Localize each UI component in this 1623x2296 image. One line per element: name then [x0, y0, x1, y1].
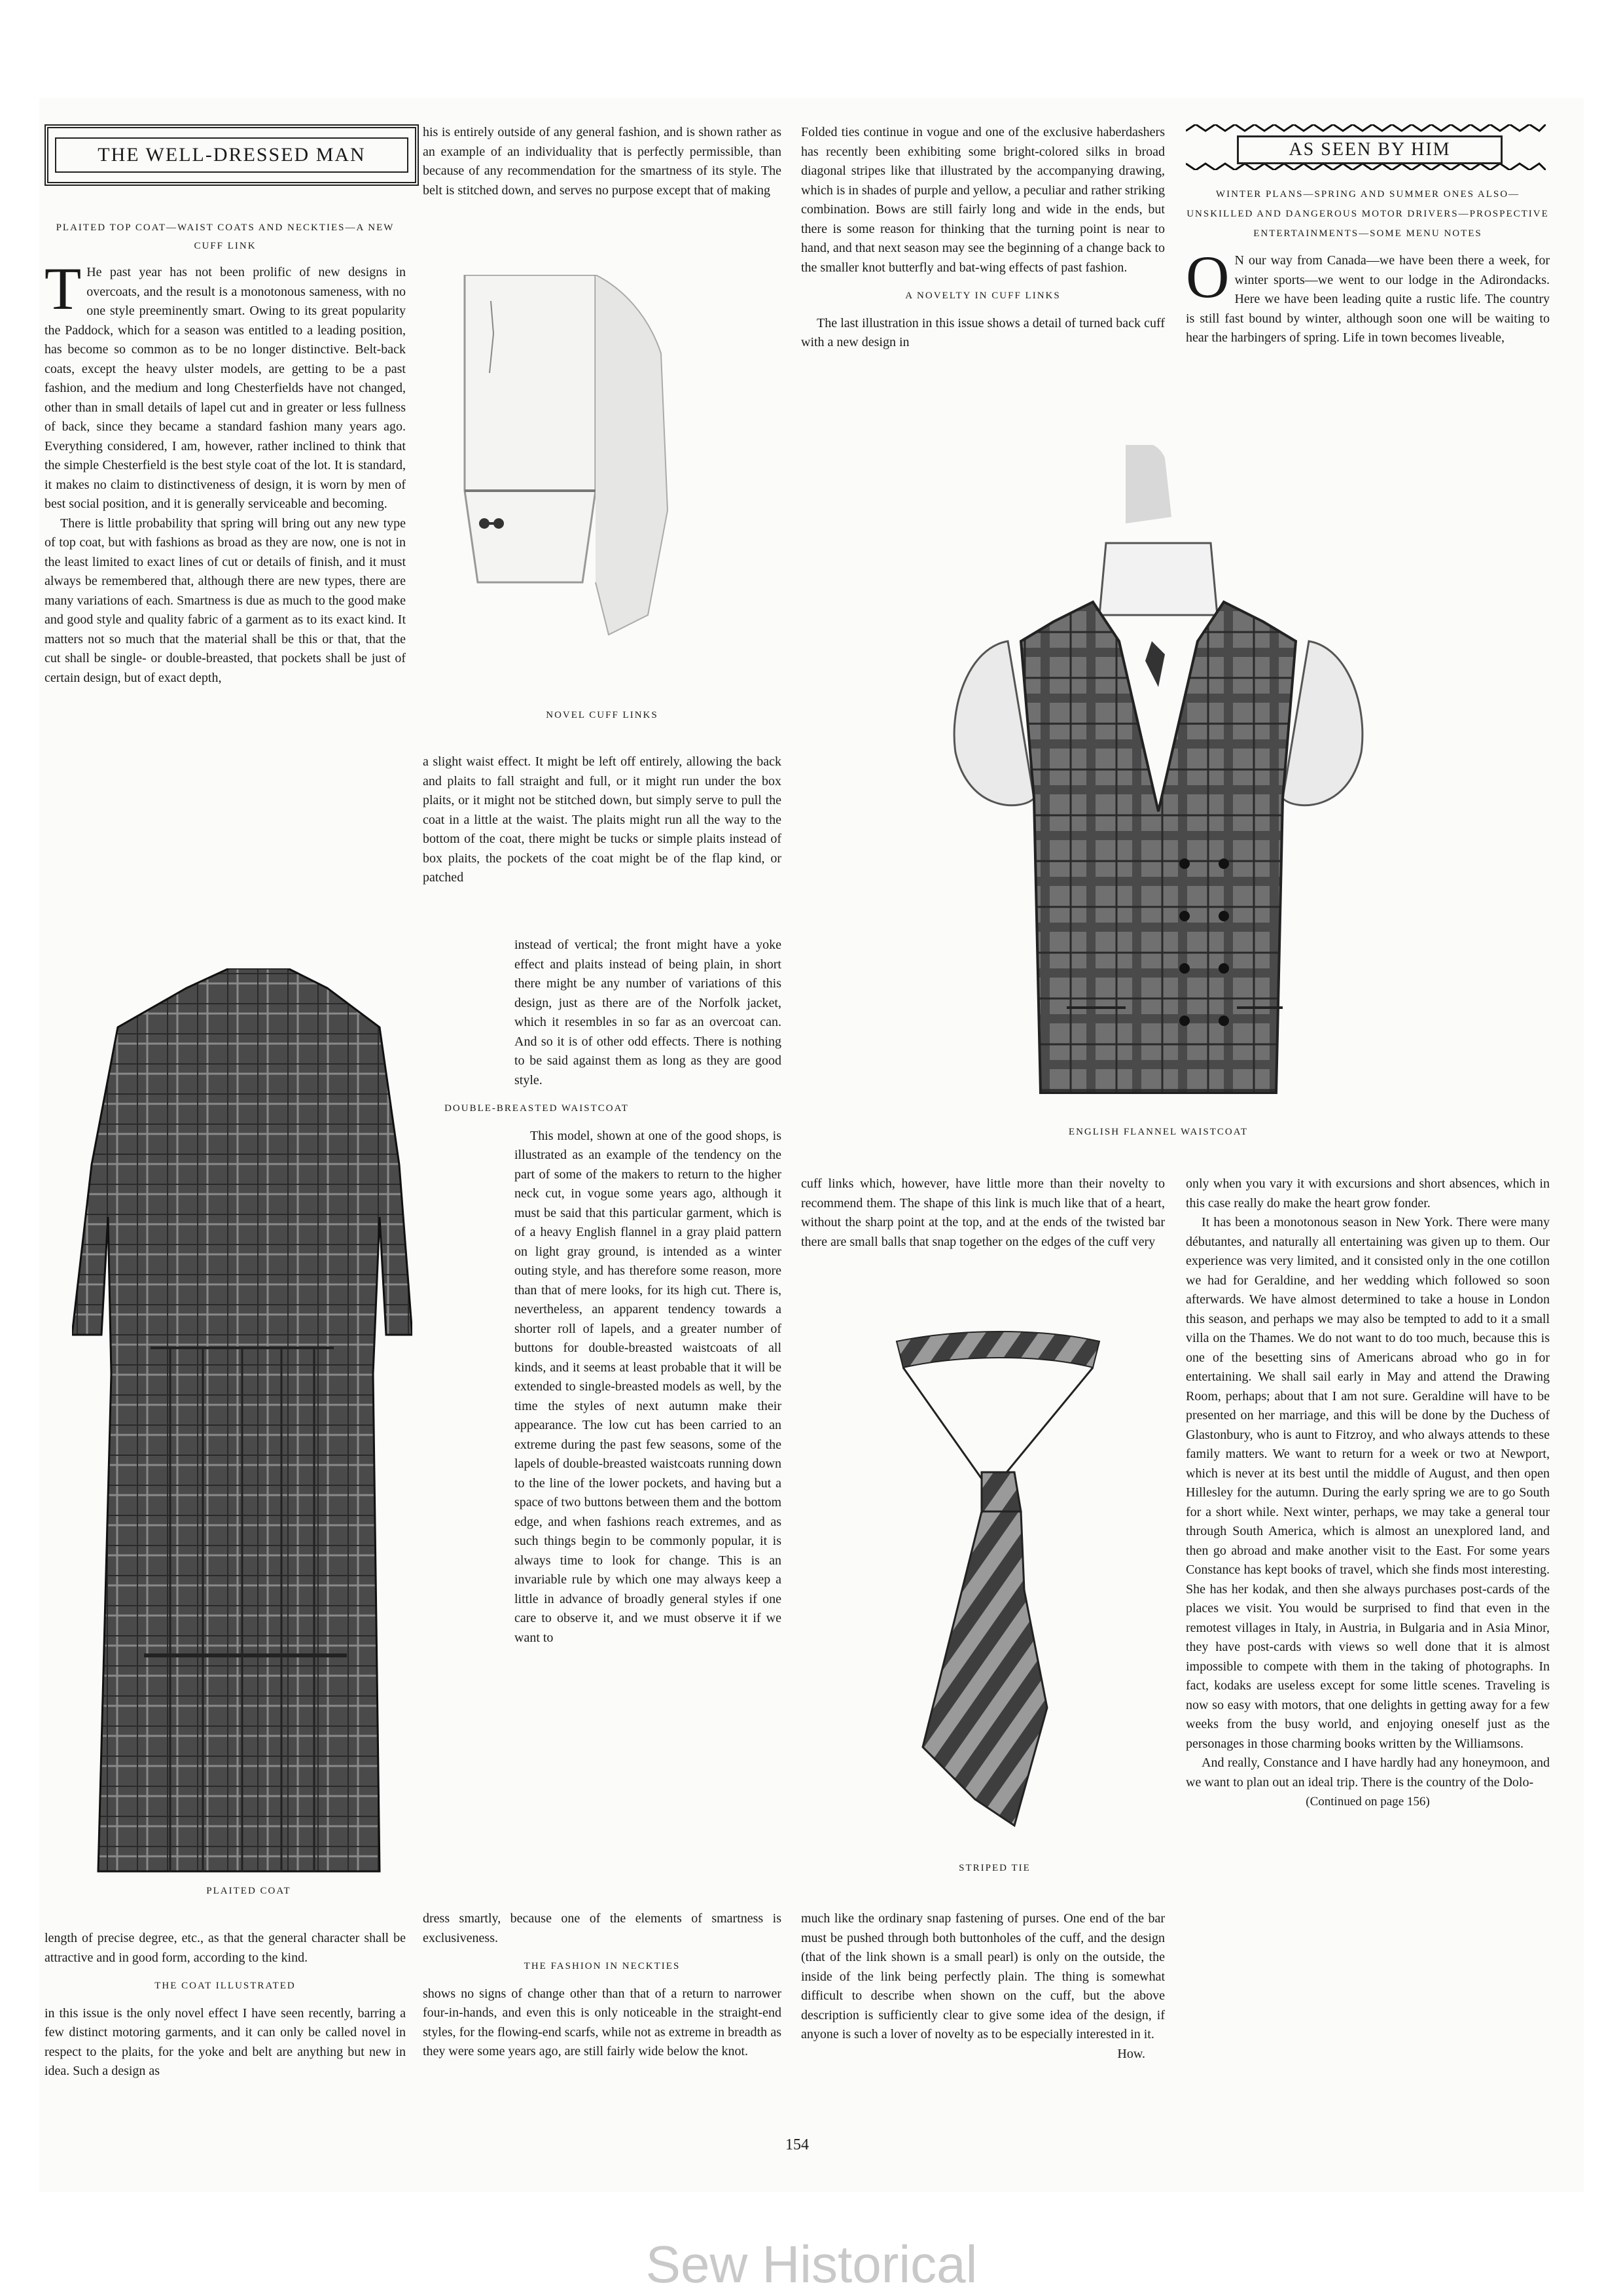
striped-tie-illustration — [883, 1328, 1113, 1852]
paragraph: O N our way from Canada—we have been there a week, for winter sports—we went to our lodge in the Adirondacks. Here we have been leading quite a rustic life. The country is still fast bound by winter, although soon one will be waiting to hear the harbingers of spring. Life in town becomes liveable, — [1186, 243, 1550, 345]
waistcoat-caption: ENGLISH FLANNEL WAISTCOAT — [1068, 1127, 1249, 1137]
paragraph: There is little probability that spring will bring out any new type of top coat, but with fashions as broad as they are now, one is not in the least limited to exact lines of cut or details of finish, and it must always be remembered that, although there are new types, there are many variations of each. Smartness is due as much to the good make and good style and quality fabric of a garment as to its exact kind. It matters not so much that the material shall be this or that, that the cut shall be single- or double-breasted, that pockets shall be just of certain design, but of exact depth, — [45, 516, 406, 685]
paragraph: much like the ordinary snap fastening of purses. One end of the bar must be pushed through both buttonholes of the cuff, and the design (that of the link shown is a small pearl) is only on the outside, the inside of the link being perfectly plain. The thing is somewhat difficult to describe when shown on the cuff, but the above description is sufficiently clear to give some idea of the design, if anyone is such a lover of novelty as to be especially interested in it. — [801, 1911, 1165, 2041]
subheading-cuff-links: A NOVELTY IN CUFF LINKS — [905, 291, 1061, 301]
paragraph: in this issue is the only novel effect I have seen recently, barring a few distinct motoring garments, and it can only be called novel in respect to the plaits, for the yoke and belt are anything but new in idea. Such a design as — [45, 2005, 406, 2078]
column-2-inset — [444, 936, 781, 1648]
column-title-box — [1237, 135, 1503, 164]
drop-cap: O — [1186, 243, 1230, 310]
page-number: 154 — [785, 2136, 809, 2153]
subheading-neckties: THE FASHION IN NECKTIES — [524, 1961, 681, 1971]
column-4 — [1186, 185, 1550, 348]
column-1 — [45, 209, 406, 688]
cuff-illustration — [452, 275, 700, 641]
watermark: Sew Historical — [645, 2235, 978, 2293]
column-subtitle: WINTER PLANS—SPRING AND SUMMER ONES ALSO—UNSKILLED AND DANGEROUS MOTOR DRIVERS—PROSPECTIVE ENTERTAINMENTS—SOME MENU NOTES — [1186, 189, 1549, 239]
column-title: AS SEEN BY HIM — [1289, 139, 1451, 160]
paragraph: shows no signs of change other than that of a return to narrower four-in-hands, and even this is only noticeable in the straight-end styles, for the flowing-end scarfs, while not as extreme in breadth as they were some years ago, are still fairly wide below the knot. — [423, 1986, 781, 2058]
paragraph: length of precise degree, etc., as that the general character shall be attractive and in good form, according to the kind. — [45, 1931, 406, 1965]
paragraph: cuff links which, however, have little more than their novelty to recommend them. The shape of this link is much like that of a heart, without the sharp point at the top, and at the ends of the twisted bar there are small balls that snap together on the edges of the cuff very — [801, 1176, 1165, 1249]
column-3-top — [801, 123, 1165, 353]
column-4-bottom — [1186, 1174, 1550, 1812]
continued-note: (Continued on page 156) — [1306, 1795, 1430, 1809]
paragraph: only when you vary it with excursions and short absences, which in this case really do make the heart grow fonder. — [1186, 1176, 1550, 1210]
waistcoat-illustration — [929, 445, 1387, 1112]
paragraph: instead of vertical; the front might have a yoke effect and plaits instead of being plain, in short there might be any number of variations of this design, just as there are of the Norfolk jacket, which it resembles in so far as an overcoat can. And so it is of other odd effects. There is nothing to be said against them as long as they are good style. — [514, 938, 781, 1087]
subheading-double-breasted: DOUBLE-BREASTED WAISTCOAT — [444, 1103, 629, 1114]
column-2-mid — [423, 752, 781, 888]
subheading-coat-illustrated: THE COAT ILLUSTRATED — [154, 1981, 296, 1991]
section-title-box — [45, 124, 419, 186]
author-signature: How. — [1117, 2046, 1145, 2061]
plaited-coat-illustration — [72, 968, 412, 1878]
paragraph: a slight waist effect. It might be left off entirely, allowing the back and plaits to fall straight and full, or it might run under the box plaits, or it might not be stitched down, but simply serve to pull the coat in a little at the waist. The plaits might run all the way to the bottom of the coat, there might be tucks or simple plaits instead of box plaits, the pockets of the coat might be of the flap kind, or patched — [423, 754, 781, 885]
paragraph: This model, shown at one of the good shops, is illustrated as an example of the tendency on the part of some of the makers to return to the higher neck cut, in vogue some years ago, although it must be said that this particular garment, which is of a heavy English flannel in a gray plaid pattern on light gray ground, is intended as a winter outing style, and has therefore some reason, more than that of mere looks, for its high cut. There is, nevertheless, an apparent tendency towards a shorter roll of lapels, and a greater number of buttons for double-breasted waistcoats of all kinds, and it seems at least probable that it will be extended to single-breasted models as well, by the time the styles of next autumn make their appearance. The low cut has been carried to an extreme during the past few seasons, some of the lapels of double-breasted waistcoats running down to the line of the lower pockets, and having but a space of two buttons between them and the bottom edge, and when fashions reach extremes, and as such things begin to be commonly popular, it is always time to look for change. This is an invariable rule by which one may always keep a little in advance of broadly general styles if one care to observe it, and we must observe it if we want to — [514, 1128, 781, 1645]
paragraph: Folded ties continue in vogue and one of the exclusive haberdashers has recently been exhibiting some bright-colored silks in broad diagonal stripes like that illustrated by the accompanying drawing, which is in shades of purple and yellow, a peculiar and rather striking combination. Bows are still fairly long and wide in the ends, but there is some reason for thinking that the turning point is near to hand, and that next season may see the beginning of a change back to the smaller knot butterfly and bat-wing effects of past fashion. — [801, 125, 1165, 275]
cuff-caption: NOVEL CUFF LINKS — [546, 710, 658, 720]
paragraph: The last illustration in this issue shows a detail of turned back cuff with a new design in — [801, 315, 1165, 349]
paragraph: T He past year has not been prolific of new designs in overcoats, and the result is a monotonous sameness, with no one style preeminently smart. Owing to its great popularity the Paddock, which for a season was entitled to a leading position, has become so common as to be no longer distinctive. Belt-back coats, except the heavy ulster models, are getting to be a past fashion, and the medium and long Chesterfields have not changed, other than in small details of lapel cut and in greater or less fullness of back, since they became a standard fashion many years ago. Everything considered, I am, however, rather inclined to think that the simple Chesterfield is the best style coat of the lot. It is standard, it makes no claim to distinctiveness of design, it is worn by men of best social position, and it is generally serviceable and becoming. — [45, 255, 406, 511]
drop-cap: T — [45, 255, 82, 322]
paragraph: It has been a monotonous season in New York. There were many débutantes, and naturally all entertaining was given up to them. Our experience was very limited, and it consisted only in the one cotillon we had for Geraldine, and her wedding which followed so soon afterwards. We have almost determined to take a house in London this season, and perhaps we may also be tempted to add to it a small villa on the Thames. We do not want to do too much, because this is one of the besetting sins of Americans abroad who go in for entertaining. We shall sail early in May and attend the Drawing Room, perhaps; about that I am not sure. Geraldine will have to be presented on her marriage, and this will be done by the Duchess of Glastonbury, who is aunt to Fitzroy, and who always attends to these family matters. We want to return for a week or two at Newport, which is never at its best until the middle of August, and then open Hillesley for the autumn. During the early spring we are to go South for a short while. Next winter, perhaps, we may take a general tour through South America, which is almost an unexplored land, and then go abroad and make another visit to the East. For some years Constance has kept books of travel, which she finds most interesting. She has her kodak, and then she always purchases post-cards of the places we visit. You would be surprised to find that even in the remotest villages in Italy, in Austria, in Bulgaria and in Asia Minor, they have post-cards with views so well done that it is almost impossible to compete with them in the taking of photographs. In fact, kodaks are useless except for some little scenes. Traveling is now so easy with motors, that one delights in getting away for a few weeks from the busy world, and enjoying oneself just as the personages in those charming books written by the Williamsons. — [1186, 1215, 1550, 1751]
plaited-coat-caption: PLAITED COAT — [206, 1886, 291, 1896]
column-2-bottom — [423, 1909, 781, 2062]
striped-tie-caption: STRIPED TIE — [959, 1863, 1031, 1873]
paragraph: And really, Constance and I have hardly had any honeymoon, and we want to plan out an ideal trip. There is the country of the Dolo- — [1186, 1756, 1550, 1790]
section-title: THE WELL-DRESSED MAN — [55, 137, 408, 173]
article-subtitle: PLAITED TOP COAT—WAIST COATS AND NECKTIES—A NEW CUFF LINK — [56, 222, 395, 251]
paragraph: dress smartly, because one of the elements of smartness is exclusiveness. — [423, 1911, 781, 1945]
column-1-bottom — [45, 1929, 406, 2081]
column-2-top — [423, 123, 781, 200]
paragraph: his is entirely outside of any general fashion, and is shown rather as an example of an individuality that is perfectly permissible, than because of any recommendation for the smartness of its style. The belt is stitched down, and serves no purpose except that of making — [423, 125, 781, 198]
column-3-mid — [801, 1174, 1165, 1252]
column-3-bottom — [801, 1909, 1165, 2064]
